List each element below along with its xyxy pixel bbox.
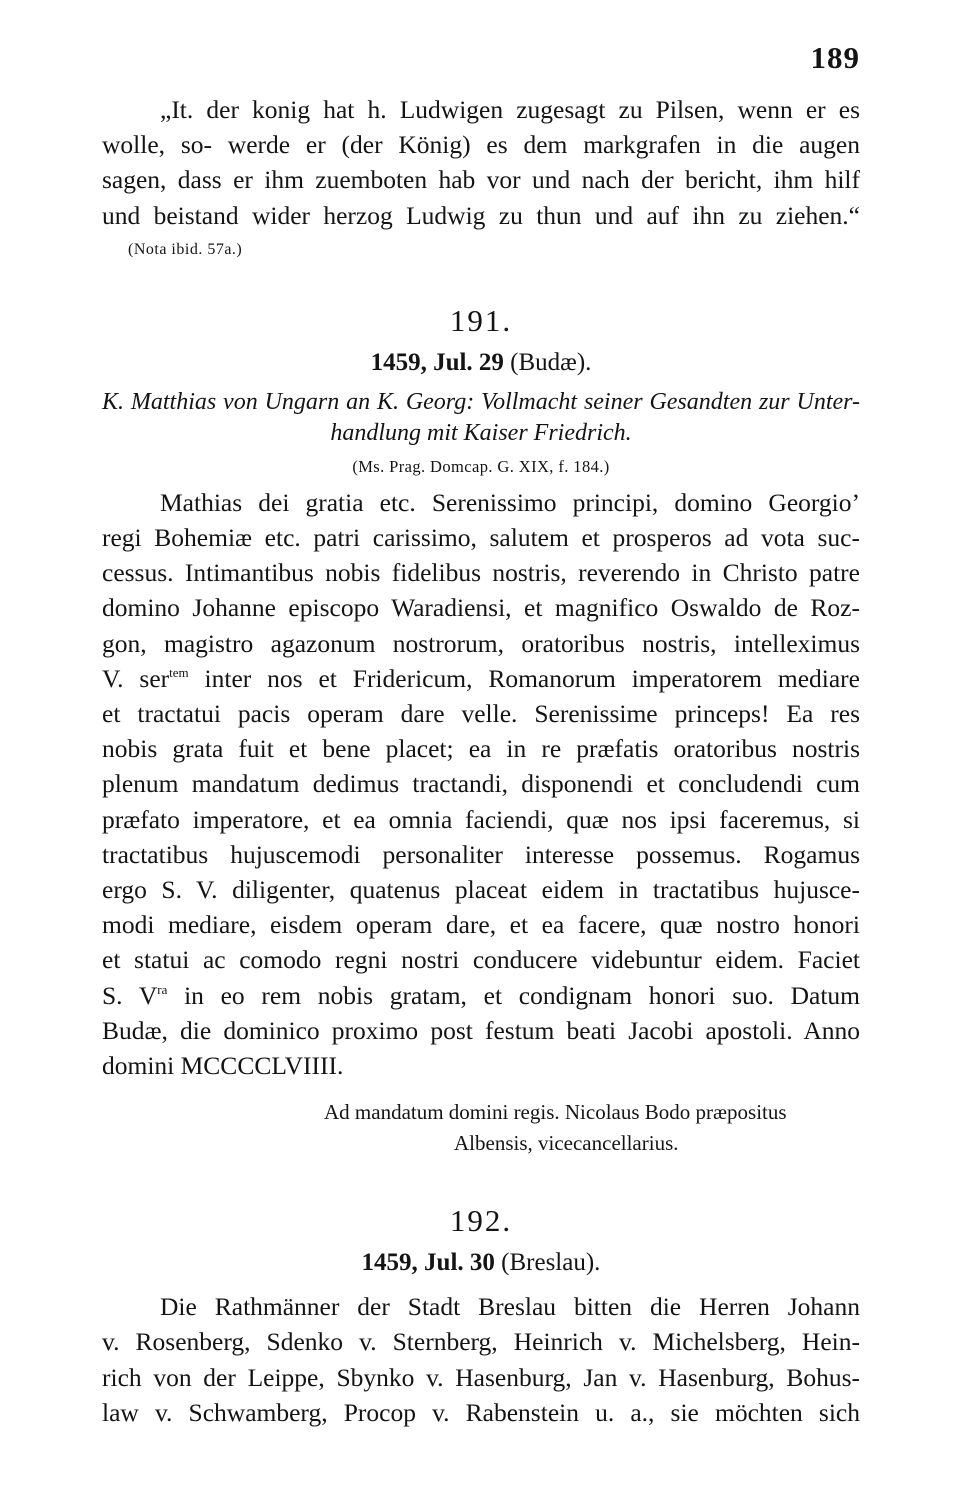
document-number-192: 192. <box>449 1203 513 1239</box>
text-line: præfato imperatore, et ea omnia faciendi, quæ nos ipsi faceremus, si <box>102 804 860 834</box>
subscription-line: Ad mandatum domini regis. Nicolaus Bodo præpositus <box>324 1100 787 1125</box>
text-line <box>102 661 860 696</box>
source-citation-191: (Ms. Prag. Domcap. G. XIX, f. 184.) <box>352 456 610 476</box>
text-line: nobis grata fuit et bene placet; ea in re præfatis oratoribus nostris <box>102 734 860 764</box>
text-line: modi mediare, eisdem operam dare, et ea facere, quæ nostro honori <box>102 910 860 940</box>
text-line: domino Johanne episcopo Waradiensi, et magnifico Oswaldo de Roz- <box>102 593 860 623</box>
text-line: sagen, dass er ihm zuemboten hab vor und nach der bericht, ihm hilf <box>102 165 860 195</box>
text-line: Mathias dei gratia etc. Serenissimo principi, domino Georgio’ <box>160 487 860 517</box>
text-fragment: S. V <box>102 980 158 1010</box>
text-line: wolle, so- werde er (der König) es dem markgrafen in die augen <box>102 130 860 160</box>
text-line: ergo S. V. diligenter, quatenus placeat eidem in tractatibus hujusce- <box>102 875 860 905</box>
subscription-line: Albensis, vicecancellarius. <box>454 1131 679 1156</box>
text-line: „It. der konig hat h. Ludwigen zugesagt zu Pilsen, wenn er es <box>160 95 860 124</box>
text-line: und beistand wider herzog Ludwig zu thun und auf ihn zu ziehen.“ <box>102 200 860 230</box>
text-line: regi Bohemiæ etc. patri carissimo, salutem et prosperos ad vota suc- <box>102 523 860 553</box>
document-number-191: 191. <box>449 302 513 338</box>
text-line: et statui ac comodo regni nostri conducere videbuntur eidem. Faciet <box>102 945 860 975</box>
text-fragment: inter nos et Fridericum, Romanorum imperatorem mediare <box>188 663 860 693</box>
page-number: 189 <box>810 40 860 75</box>
superscript-abbreviation: tem <box>169 664 189 680</box>
quote-source-note: (Nota ibid. 57a.) <box>128 240 243 258</box>
text-line: plenum mandatum dedimus tractandi, disponendi et concludendi cum <box>102 769 860 799</box>
text-line: rich von der Leippe, Sbynko v. Hasenburg, Jan v. Hasenburg, Bohus- <box>102 1362 860 1392</box>
regest-191 <box>102 387 860 449</box>
text-fragment: V. ser <box>102 663 170 693</box>
regest-192 <box>102 1289 860 1430</box>
text-fragment: in eo rem nobis gratam, et condignam honori suo. Datum <box>167 980 860 1010</box>
regest-line: handlung mit Kaiser Friedrich. <box>330 419 632 446</box>
quote-paragraph <box>102 92 860 233</box>
text-line: tractatibus hujuscemodi personaliter interesse possemus. Rogamus <box>102 839 860 869</box>
text-line: cessus. Intimantibus nobis fidelibus nostris, reverendo in Christo patre <box>102 558 860 588</box>
text-line: et tractatui pacis operam dare velle. Serenissime princeps! Ea res <box>102 699 860 729</box>
text-line: Budæ, die dominico proximo post festum beati Jacobi apostoli. Anno <box>102 1015 860 1045</box>
text-line: domini MCCCCLVIIII. <box>102 1051 344 1081</box>
place-text: (Breslau). <box>501 1249 601 1277</box>
regest-line: K. Matthias von Ungarn an K. Georg: Vollmacht seiner Gesandten zur Unter- <box>102 388 860 415</box>
text-line <box>102 978 860 1013</box>
document-body-191 <box>102 485 860 1083</box>
place-text: (Budæ). <box>510 348 592 376</box>
document-date-191 <box>102 349 860 377</box>
date-text: 1459, Jul. 30 <box>361 1249 495 1277</box>
text-line: gon, magistro agazonum nostrorum, oratoribus nostris, intelleximus <box>102 628 860 658</box>
text-line: law v. Schwamberg, Procop v. Rabenstein u. a., sie möchten sich <box>102 1397 860 1427</box>
text-line: v. Rosenberg, Sdenko v. Sternberg, Heinrich v. Michelsberg, Hein- <box>102 1327 860 1357</box>
superscript-abbreviation: ra <box>157 981 168 997</box>
date-text: 1459, Jul. 29 <box>370 348 504 376</box>
document-date-192 <box>102 1249 860 1277</box>
text-line: Die Rathmänner der Stadt Breslau bitten die Herren Johann <box>160 1292 860 1322</box>
subscription-191 <box>102 1097 860 1159</box>
text-column <box>102 92 860 1430</box>
